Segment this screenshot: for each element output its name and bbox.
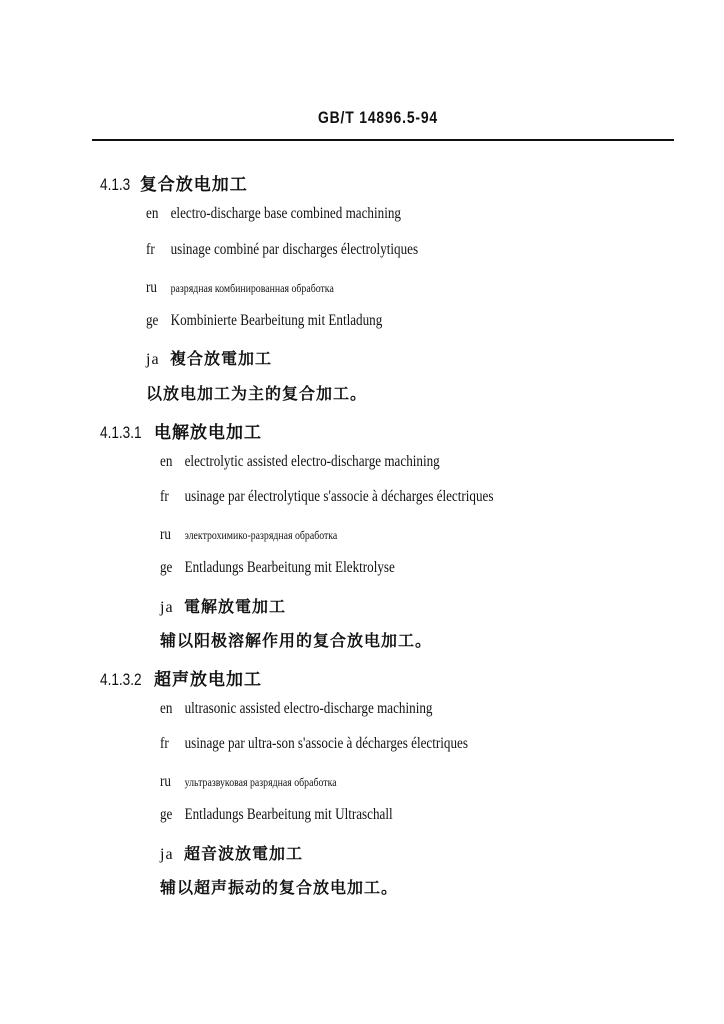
lang-label-en: en	[160, 700, 173, 717]
lang-label-en: en	[146, 205, 159, 222]
section-number: 4.1.3.1	[100, 423, 142, 442]
entry-ja	[146, 346, 272, 369]
header-rule	[92, 139, 674, 141]
definition: 辅以超声振动的复合放电加工。	[160, 880, 399, 897]
entry-en	[160, 453, 440, 471]
section-heading	[100, 665, 262, 690]
lang-label-ru: ru	[146, 279, 157, 296]
standard-number: GB/T 14896.5-94	[318, 108, 439, 127]
entry-ru	[160, 773, 337, 791]
term-en: electro-discharge base combined machining	[170, 205, 401, 222]
term-ja: 超音波放電加工	[184, 846, 304, 863]
term-ja: 複合放電加工	[170, 351, 273, 368]
lang-label-ge: ge	[160, 559, 173, 576]
lang-label-ge: ge	[146, 312, 159, 329]
entry-en	[160, 700, 432, 718]
lang-label-ru: ru	[160, 773, 171, 790]
lang-label-ja: ja	[146, 351, 160, 368]
term-fr: usinage combiné par discharges électrolytiques	[170, 241, 419, 258]
section-heading	[100, 418, 262, 443]
entry-ge	[146, 312, 382, 330]
entry-ja	[160, 594, 286, 617]
term-ge: Entladungs Bearbeitung mit Elektrolyse	[184, 559, 395, 576]
term-ru: ультразвуковая разрядная обработка	[184, 775, 337, 789]
definition: 以放电加工为主的复合加工。	[146, 386, 368, 403]
term-fr: usinage par électrolytique s'associe à décharges électriques	[184, 488, 494, 505]
entry-ru	[146, 279, 334, 297]
section-term: 超声放电加工	[154, 670, 262, 689]
entry-fr	[146, 241, 418, 259]
lang-label-ge: ge	[160, 806, 173, 823]
section-term: 电解放电加工	[154, 423, 262, 442]
lang-label-ja: ja	[160, 846, 174, 863]
term-ge: Entladungs Bearbeitung mit Ultraschall	[184, 806, 393, 823]
term-en: electrolytic assisted electro-discharge machining	[184, 453, 440, 470]
term-ge: Kombinierte Bearbeitung mit Entladung	[170, 312, 383, 329]
lang-label-fr: fr	[160, 735, 169, 752]
section-number: 4.1.3.2	[100, 670, 142, 689]
term-ru: разрядная комбинированная обработка	[170, 281, 334, 295]
entry-ge	[160, 559, 395, 577]
term-fr: usinage par ultra-son s'associe à décharges électriques	[184, 735, 468, 752]
definition: 辅以阳极溶解作用的复合放电加工。	[160, 633, 433, 650]
lang-label-ru: ru	[160, 526, 171, 543]
section-number: 4.1.3	[100, 175, 131, 194]
entry-fr	[160, 488, 493, 506]
entry-ru	[160, 526, 337, 544]
section-heading	[100, 170, 248, 195]
lang-label-en: en	[160, 453, 173, 470]
term-ru: электрохимико-разрядная обработка	[184, 528, 338, 542]
lang-label-ja: ja	[160, 599, 174, 616]
entry-ge	[160, 806, 393, 824]
entry-en	[146, 205, 401, 223]
lang-label-fr: fr	[146, 241, 155, 258]
entry-fr	[160, 735, 468, 753]
term-ja: 電解放電加工	[184, 599, 287, 616]
section-term: 复合放电加工	[139, 175, 248, 194]
term-en: ultrasonic assisted electro-discharge machining	[184, 700, 433, 717]
entry-ja	[160, 841, 303, 864]
lang-label-fr: fr	[160, 488, 169, 505]
